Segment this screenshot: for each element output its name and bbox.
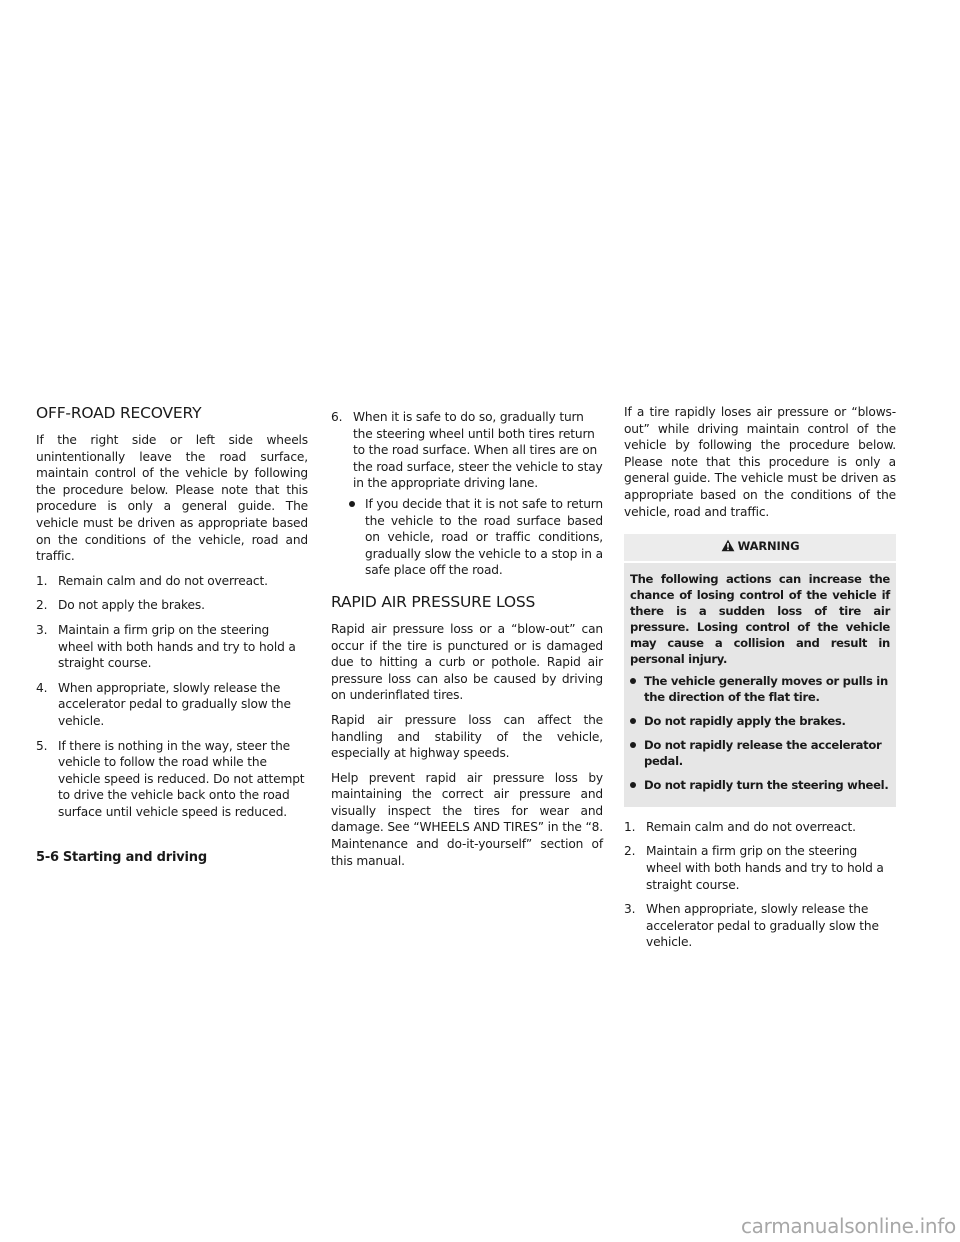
blowout-steps (624, 819, 896, 951)
warning-header (624, 534, 896, 563)
column-right (624, 404, 896, 959)
off-road-bullets (331, 496, 603, 579)
warning-title: WARNING (737, 539, 800, 554)
list-item: Do not rapidly release the accelerator pedal. (630, 737, 890, 769)
list-item: 1. Remain calm and do not overreact. (624, 819, 856, 834)
page-footer (36, 850, 207, 865)
heading-off-road-recovery: OFF-ROAD RECOVERY (36, 404, 202, 422)
bullet-icon (630, 782, 636, 788)
list-item: 2. Do not apply the brakes. (36, 598, 205, 613)
paragraph: Rapid air pressure loss or a “blow-out” can occur if the tire is punctured or is damaged due to hitting a curb or pothole. Rapid air pressure loss can also be caused by driving on underinflated tires. (331, 621, 603, 703)
list-item: 2. Maintain a firm grip on the steering wheel with both hands and try to hold a straight course. (624, 844, 884, 892)
list-item: 3. When appropriate, slowly release the accelerator pedal to gradually slow the vehicle. (624, 902, 879, 950)
paragraph: Rapid air pressure loss can affect the handling and stability of the vehicle, especially at highway speeds. (331, 712, 603, 761)
bullet-icon (349, 501, 355, 507)
list-item: 3. Maintain a firm grip on the steering wheel with both hands and try to hold a straight course. (36, 622, 296, 671)
off-road-steps-cont (331, 409, 603, 492)
list-item: 4. When appropriate, slowly release the accelerator pedal to gradually slow the vehicle. (36, 680, 291, 728)
bullet-icon (630, 742, 636, 748)
warning-body (624, 563, 896, 793)
bullet-icon (630, 718, 636, 724)
list-item: 1. Remain calm and do not overreact. (36, 573, 268, 588)
list-item: The vehicle generally moves or pulls in the direction of the flat tire. (630, 673, 890, 705)
heading-rapid-air-pressure-loss: RAPID AIR PRESSURE LOSS (331, 592, 536, 611)
warning-list (630, 673, 890, 793)
warning-text: The following actions can increase the chance of losing control of the vehicle if there is a sudden loss of tire air pressure. Losing control of the vehicle may cause a collision and result in personal injury. (630, 571, 890, 666)
warning-box (624, 534, 896, 807)
off-road-intro: If the right side or left side wheels unintentionally leave the road surface, maintain control of the vehicle by following the procedure below. Please note that this procedure is only a general guide. The vehicle must be driven as appropriate based on the conditions of the vehicle, road and traffic. (36, 433, 308, 564)
bullet-icon (630, 678, 636, 684)
list-item: Do not rapidly apply the brakes. (630, 713, 890, 729)
column-middle (331, 409, 603, 877)
watermark: carmanualsonline.info (740, 1214, 956, 1238)
section-name: Starting and driving (62, 850, 207, 865)
page-number: 5-6 (36, 850, 59, 865)
list-item: 5. If there is nothing in the way, steer the vehicle to follow the road while the vehicle speed is reduced. Do not attempt to drive the vehicle back onto the road surface until vehicle speed is reduced. (36, 738, 305, 819)
list-item: Do not rapidly turn the steering wheel. (630, 777, 890, 793)
column-left (36, 404, 308, 828)
off-road-steps (36, 573, 308, 821)
list-item: 6. When it is safe to do so, gradually turn the steering wheel until both tires return to the road surface. When all tires are on the road surface, steer the vehicle to stay in the appropriate driving lane. (331, 410, 603, 491)
paragraph: Help prevent rapid air pressure loss by maintaining the correct air pressure and visually inspect the tires for wear and damage. See “WHEELS AND TIRES” in the “8. Maintenance and do-it-yourself” section of this manual. (331, 770, 603, 868)
list-item: If you decide that it is not safe to return the vehicle to the road surface based on vehicle, road or traffic conditions, gradually slow the vehicle to a stop in a safe place off the road. (331, 496, 603, 579)
warning-triangle-icon (721, 539, 735, 552)
blowout-intro: If a tire rapidly loses air pressure or “blows-out” while driving maintain control of the vehicle by following the procedure below. Please note that this procedure is only a general guide. The vehicle must be driven as appropriate based on the conditions of the vehicle, road and traffic. (624, 405, 896, 519)
